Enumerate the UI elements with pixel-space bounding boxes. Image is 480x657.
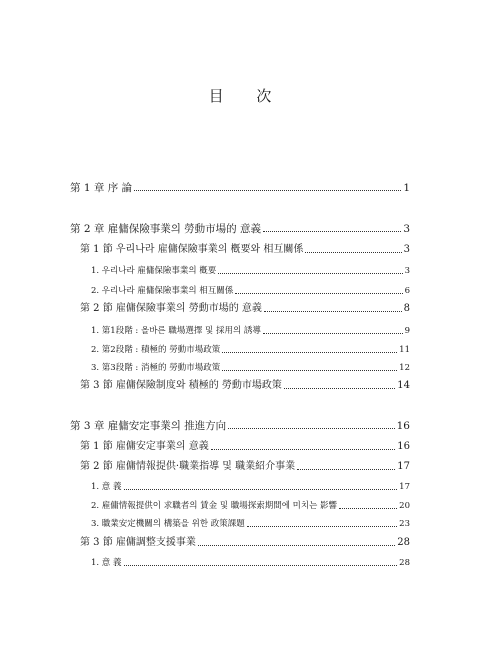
toc-entry-label: 第 3 章 雇傭安定事業의 推進方向 (70, 420, 227, 432)
dot-leader (264, 310, 402, 312)
toc-entry-section[interactable] (80, 440, 410, 454)
dot-leader (228, 427, 394, 429)
toc-entry-section[interactable] (80, 243, 410, 257)
toc-entry-label: 第 1 章 序 論 (70, 182, 133, 194)
toc-entry-label: 2. 第2段階 : 積極的 勞動市場政策 (91, 345, 221, 355)
toc-entry-label: 3. 第3段階 : 消極的 勞動市場政策 (91, 363, 221, 373)
dot-leader (247, 525, 397, 527)
toc-entry-item[interactable] (91, 361, 410, 375)
dot-leader (124, 488, 398, 490)
toc-entry-item[interactable] (91, 517, 410, 531)
toc-entry-item[interactable] (91, 264, 410, 278)
toc-entry-label: 第 2 章 雇傭保險事業의 勞動市場的 意義 (70, 223, 262, 235)
toc-entry-page: 9 (404, 326, 410, 336)
dot-leader (284, 387, 395, 389)
dot-leader (222, 369, 397, 371)
toc-entry-item[interactable] (91, 499, 410, 513)
toc-entry-section[interactable] (80, 536, 410, 550)
toc-entry-label: 第 1 節 우리나라 雇傭保險事業의 槪要와 相互關係 (80, 244, 304, 255)
dot-leader (198, 544, 395, 546)
toc-entry-item[interactable] (91, 324, 410, 338)
dot-leader (339, 507, 397, 509)
toc-entry-page: 6 (404, 286, 410, 296)
toc-entry-label: 第 2 節 雇傭保險事業의 勞動市場的 意義 (80, 303, 262, 314)
toc-entry-item[interactable] (91, 343, 410, 357)
toc-entry-label: 1. 意 義 (91, 558, 122, 568)
toc-entry-label: 2. 雇傭情報提供이 求職者의 賃金 및 職場探索期間에 미치는 影響 (91, 501, 338, 511)
toc-entry-label: 2. 우리나라 雇傭保險事業의 相互關係 (91, 286, 234, 296)
dot-leader (263, 332, 403, 334)
toc-entry-page: 16 (397, 441, 410, 452)
toc-entry-page: 20 (399, 501, 410, 511)
dot-leader (305, 251, 401, 253)
toc-entry-chapter-3[interactable] (70, 419, 410, 433)
toc-title: 目 次 (208, 87, 286, 105)
toc-entry-label: 第 1 節 雇傭安定事業의 意義 (80, 441, 209, 452)
toc-entry-page: 3 (404, 266, 410, 276)
toc-entry-page: 3 (403, 244, 410, 255)
toc-entry-label: 1. 第1段階 : 올바른 職場選擇 및 採用의 誘導 (91, 326, 261, 336)
toc-entry-page: 16 (396, 420, 410, 432)
dot-leader (218, 272, 402, 274)
toc-entry-label: 1. 意 義 (91, 482, 122, 492)
dot-leader (134, 189, 401, 191)
dot-leader (211, 448, 396, 450)
toc-entry-page: 28 (399, 558, 410, 568)
toc-entry-page: 28 (397, 537, 410, 548)
toc-entry-item[interactable] (91, 480, 410, 494)
dot-leader (297, 468, 395, 470)
dot-leader (124, 564, 398, 566)
toc-entry-label: 第 2 節 雇傭情報提供·職業指導 및 職業紹介事業 (80, 461, 296, 472)
toc-entry-section[interactable] (80, 460, 410, 474)
toc-entry-page: 12 (399, 363, 410, 373)
toc-entry-section[interactable] (80, 379, 410, 393)
toc-entry-page: 3 (403, 223, 410, 235)
dot-leader (222, 351, 397, 353)
toc-entry-page: 1 (403, 182, 410, 194)
dot-leader (235, 292, 402, 294)
toc-entry-page: 8 (403, 303, 410, 314)
toc-entry-page: 11 (399, 345, 410, 355)
toc-entry-label: 第 3 節 雇傭調整支援事業 (80, 537, 196, 548)
toc-entry-chapter-1[interactable] (70, 181, 410, 195)
toc-entry-label: 1. 우리나라 雇傭保險事業의 槪要 (91, 266, 217, 276)
toc-entry-chapter-2[interactable] (70, 222, 410, 236)
toc-entry-page: 17 (399, 482, 410, 492)
toc-entry-page: 23 (399, 519, 410, 529)
toc-entry-label: 3. 職業安定機關의 構築을 위한 政策課題 (91, 519, 245, 529)
toc-entry-label: 第 3 節 雇傭保險制度와 積極的 勞動市場政策 (80, 380, 282, 391)
dot-leader (263, 230, 401, 232)
toc-entry-page: 17 (397, 461, 410, 472)
toc-entry-page: 14 (397, 380, 410, 391)
toc-entry-item[interactable] (91, 284, 410, 298)
toc-entry-item[interactable] (91, 556, 410, 570)
toc-entry-section[interactable] (80, 302, 410, 316)
